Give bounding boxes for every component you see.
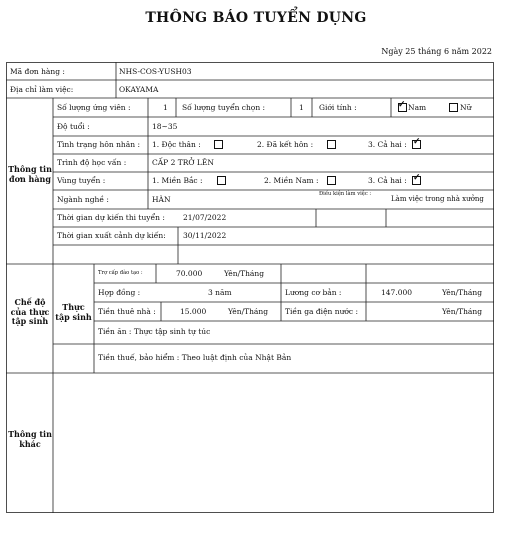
region-south-checkbox[interactable]	[327, 176, 336, 185]
marital-single-checkbox[interactable]	[214, 140, 223, 149]
departure-date-value: 30/11/2022	[183, 231, 227, 240]
meal-note: Tiền ăn : Thực tập sinh tự túc	[98, 327, 211, 336]
contract-label: Hợp đồng :	[98, 288, 141, 297]
region-both-check-mark-icon: ✓	[413, 173, 421, 183]
marital-status-label: Tình trạng hôn nhân :	[57, 140, 140, 149]
work-address-value: OKAYAMA	[119, 85, 159, 94]
marital-option-both: 3. Cả hai :	[368, 140, 407, 149]
intern-sub-header: Thực tập sinh	[55, 302, 92, 322]
job-label: Ngành nghề :	[57, 195, 109, 204]
marital-both-check-mark-icon: ✓	[413, 137, 421, 147]
rent-unit: Yên/Tháng	[228, 307, 269, 316]
order-code-label: Mã đơn hàng :	[10, 67, 65, 76]
work-condition-value: Làm việc trong nhà xưởng	[391, 195, 484, 203]
basic-salary-unit: Yên/Tháng	[442, 288, 483, 297]
benefits-section-header: Chế độ của thực tập sinh	[10, 297, 50, 327]
contract-value: 3 năm	[208, 288, 232, 297]
job-value: HÀN	[152, 195, 171, 204]
page-title: THÔNG BÁO TUYỂN DỤNG	[145, 10, 367, 26]
region-north-checkbox[interactable]	[217, 176, 226, 185]
basic-salary-label: Lương cơ bản :	[285, 288, 342, 297]
education-label: Trình độ học vấn :	[57, 158, 127, 167]
marital-married-checkbox[interactable]	[327, 140, 336, 149]
issue-date: Ngày 25 tháng 6 năm 2022	[381, 47, 492, 56]
training-allowance-label: Trợ cấp đào tạo :	[98, 270, 143, 276]
rent-value: 15.000	[180, 307, 207, 316]
education-value: CẤP 2 TRỞ LÊN	[152, 158, 214, 167]
utility-label: Tiền ga điện nước :	[285, 307, 359, 316]
gender-label: Giới tính :	[319, 103, 357, 112]
departure-date-label: Thời gian xuất cảnh dự kiến:	[57, 231, 166, 240]
age-value: 18~35	[152, 122, 178, 131]
order-code-value: NHS-COS-YUSH03	[119, 67, 192, 76]
marital-option-single: 1. Độc thân :	[152, 140, 201, 149]
region-option-north: 1. Miền Bắc :	[152, 176, 203, 185]
applicants-label: Số lượng ứng viên :	[57, 103, 131, 112]
utility-unit: Yên/Tháng	[442, 307, 483, 316]
marital-option-married: 2. Đã kết hôn :	[257, 140, 314, 149]
rent-label: Tiền thuê nhà :	[98, 307, 156, 316]
other-info-section-header: Thông tin khác	[8, 429, 52, 449]
training-allowance-value: 70.000	[176, 269, 203, 278]
female-checkbox[interactable]	[449, 103, 458, 112]
region-option-south: 2. Miền Nam :	[264, 176, 319, 185]
exam-date-label: Thời gian dự kiến thi tuyển :	[57, 213, 165, 222]
age-label: Độ tuổi :	[57, 122, 90, 131]
basic-salary-value: 147.000	[381, 288, 413, 297]
work-condition-label: Điều kiện làm việc :	[319, 191, 372, 197]
exam-date-value: 21/07/2022	[183, 213, 227, 222]
selected-label: Số lượng tuyển chọn :	[182, 103, 266, 112]
tax-insurance-note: Tiền thuế, bảo hiểm : Theo luật định của Nhật Bản	[98, 353, 292, 362]
order-info-section-header: Thông tin đơn hàng	[8, 164, 52, 184]
region-option-both: 3. Cả hai :	[368, 176, 407, 185]
region-label: Vùng tuyển :	[57, 176, 106, 185]
male-option-label: Nam	[408, 103, 427, 112]
male-check-mark-icon: ✓	[398, 100, 406, 110]
applicants-value: 1	[163, 103, 168, 112]
female-option-label: Nữ	[460, 103, 472, 112]
recruitment-form-table	[6, 62, 494, 513]
work-address-label: Địa chỉ làm việc:	[10, 85, 74, 94]
selected-value: 1	[299, 103, 304, 112]
training-allowance-unit: Yên/Tháng	[224, 269, 265, 278]
